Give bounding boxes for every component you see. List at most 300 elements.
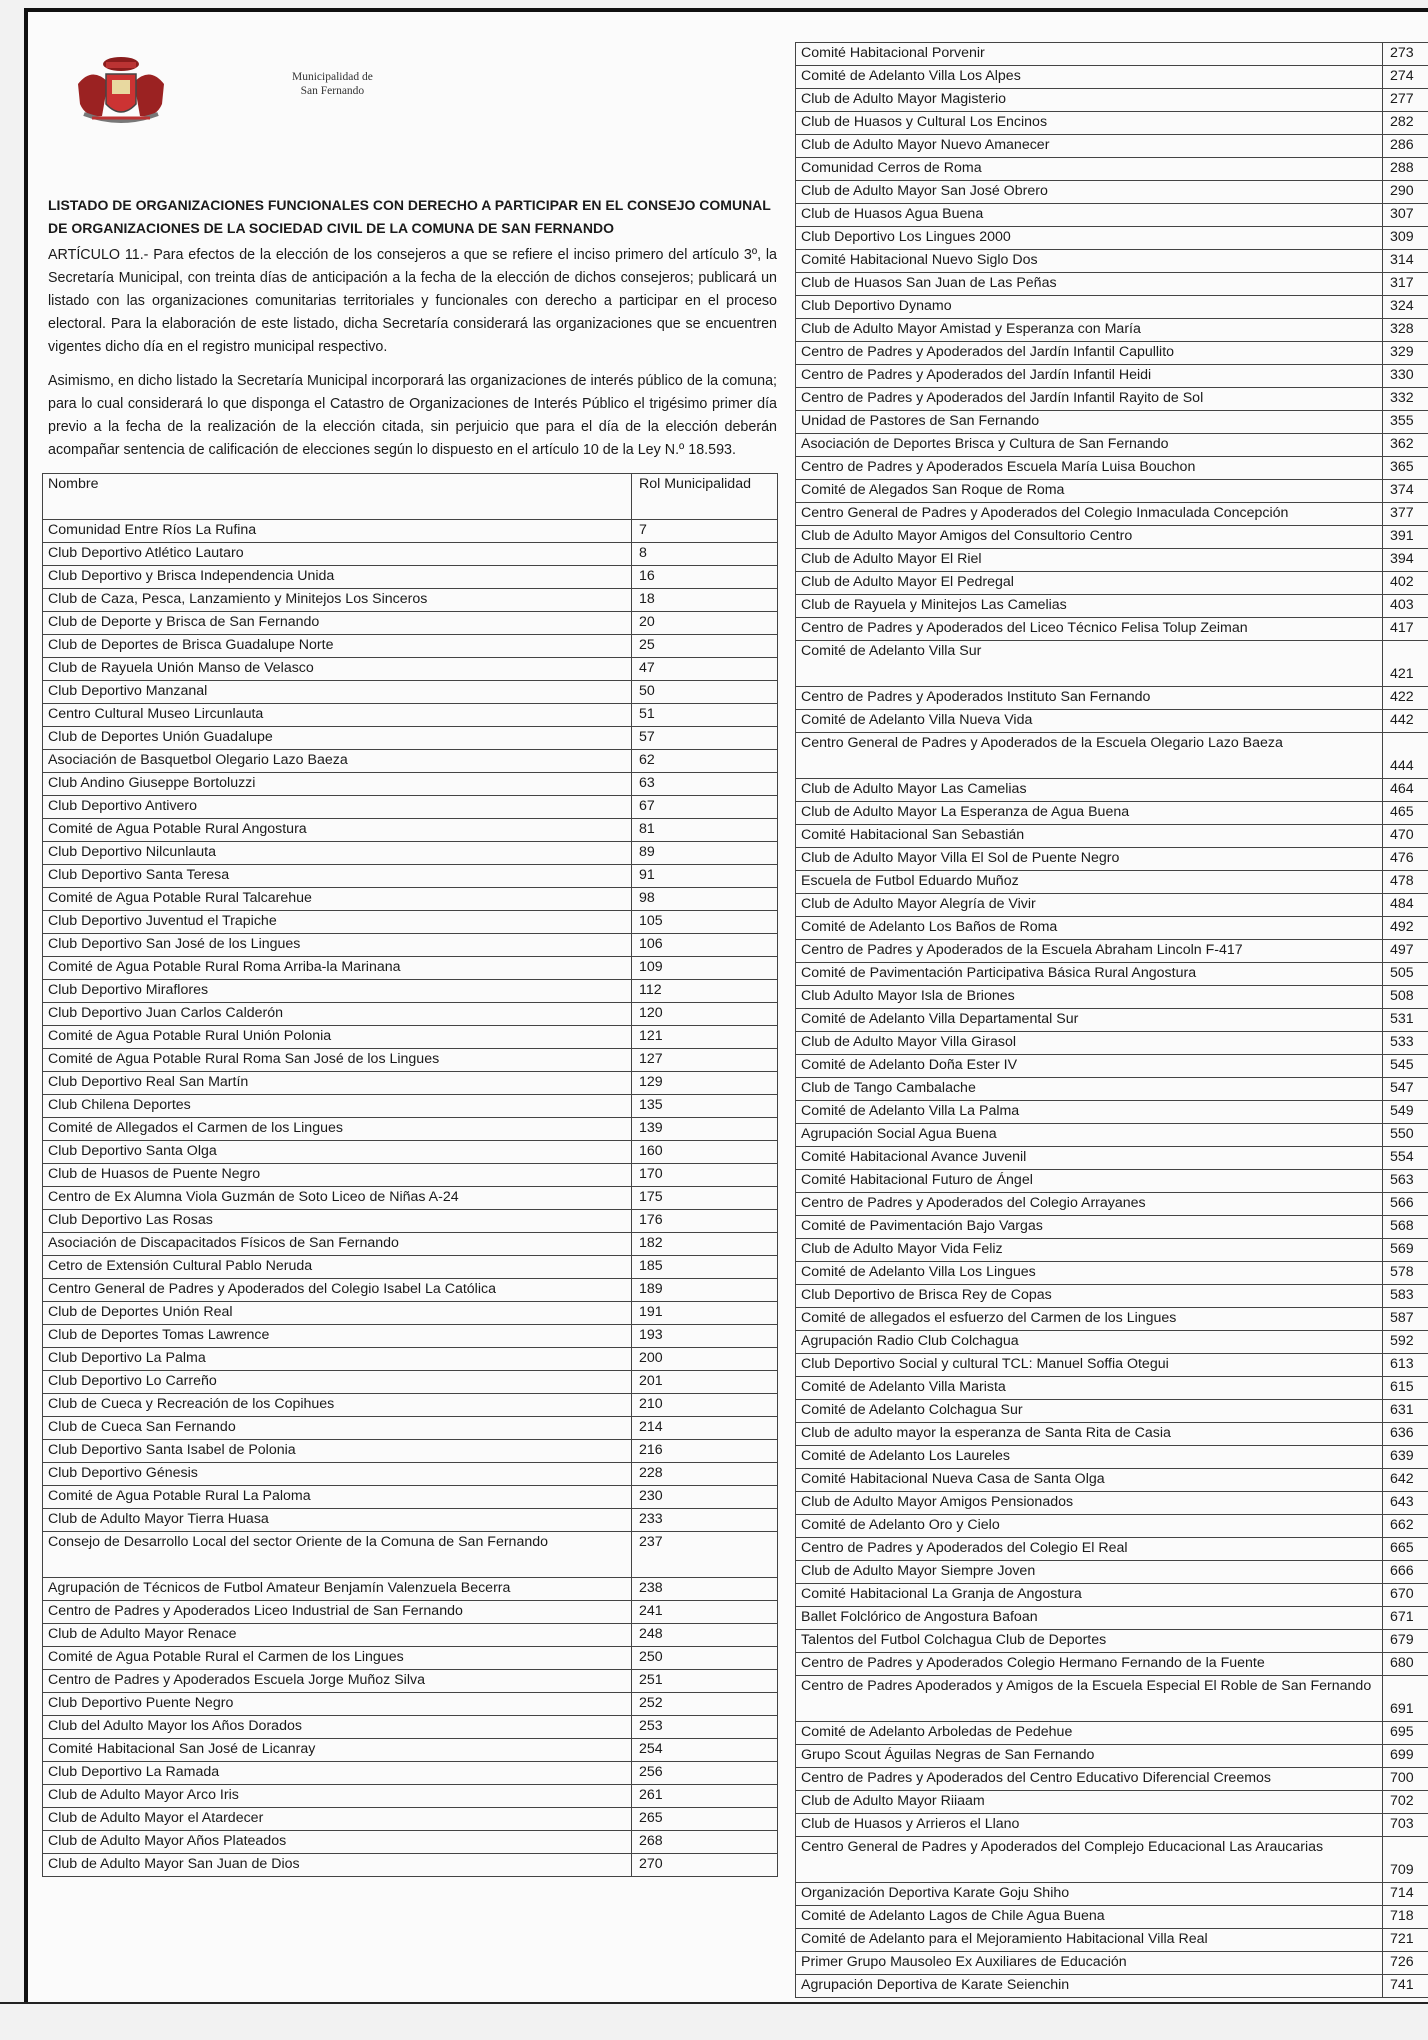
rol-number: 248 (632, 1624, 778, 1647)
rol-number: 214 (632, 1417, 778, 1440)
rol-number: 175 (632, 1187, 778, 1210)
table-row (796, 89, 1428, 112)
organization-name: Club Deportivo Atlético Lautaro (43, 543, 632, 566)
organization-name: Comité de Adelanto Colchagua Sur (796, 1400, 1383, 1423)
organization-name: Comité Habitacional Avance Juvenil (796, 1147, 1383, 1170)
organization-name: Club Chilena Deportes (43, 1095, 632, 1118)
table-row (796, 273, 1428, 296)
table-row (43, 1716, 778, 1739)
organization-name: Club de Tango Cambalache (796, 1078, 1383, 1101)
organization-name: Comité de Pavimentación Participativa Básica Rural Angostura (796, 963, 1383, 986)
rol-number: 250 (632, 1647, 778, 1670)
table-row (796, 1492, 1428, 1515)
organization-name: Club de Huasos de Puente Negro (43, 1164, 632, 1187)
organization-name: Centro General de Padres y Apoderados del Complejo Educacional Las Araucarias (796, 1837, 1383, 1883)
table-row (796, 779, 1428, 802)
organization-name: Comité de Agua Potable Rural Roma San José de los Lingues (43, 1049, 632, 1072)
table-row (796, 618, 1428, 641)
rol-number: 251 (632, 1670, 778, 1693)
table-row (796, 319, 1428, 342)
table-row (796, 1515, 1428, 1538)
table-row (796, 1837, 1428, 1883)
organization-name: Comité de Adelanto Los Laureles (796, 1446, 1383, 1469)
table-row (796, 135, 1428, 158)
table-row (43, 1624, 778, 1647)
rol-number: 237 (632, 1532, 778, 1578)
rol-number: 365 (1383, 457, 1428, 480)
table-row (796, 1814, 1428, 1837)
rol-number: 670 (1383, 1584, 1428, 1607)
rol-number: 193 (632, 1325, 778, 1348)
organization-name: Agrupación de Técnicos de Futbol Amateur Benjamín Valenzuela Becerra (43, 1578, 632, 1601)
table-row (796, 710, 1428, 733)
organization-name: Club de Adulto Mayor Renace (43, 1624, 632, 1647)
organization-name: Club de Huasos y Arrieros el Llano (796, 1814, 1383, 1837)
table-row (796, 112, 1428, 135)
table-row (796, 1285, 1428, 1308)
table-row (796, 1055, 1428, 1078)
rol-number: 253 (632, 1716, 778, 1739)
organization-name: Centro de Padres y Apoderados del Liceo Técnico Felisa Tolup Zeiman (796, 618, 1383, 641)
organization-name: Club de Adulto Mayor Villa Girasol (796, 1032, 1383, 1055)
rol-number: 282 (1383, 112, 1428, 135)
rol-number: 403 (1383, 595, 1428, 618)
organization-name: Comité Habitacional Nueva Casa de Santa Olga (796, 1469, 1383, 1492)
rol-number: 216 (632, 1440, 778, 1463)
organization-name: Centro General de Padres y Apoderados del Colegio Inmaculada Concepción (796, 503, 1383, 526)
table-row (796, 595, 1428, 618)
table-row (796, 733, 1428, 779)
rol-number: 185 (632, 1256, 778, 1279)
table-row (796, 1906, 1428, 1929)
rol-number: 98 (632, 888, 778, 911)
rol-number: 566 (1383, 1193, 1428, 1216)
rol-number: 362 (1383, 434, 1428, 457)
table-row (796, 1883, 1428, 1906)
table-row (796, 1331, 1428, 1354)
table-row (796, 1308, 1428, 1331)
table-row (43, 1302, 778, 1325)
organization-name: Centro de Padres y Apoderados del Colegio Arrayanes (796, 1193, 1383, 1216)
organization-name: Club de Deporte y Brisca de San Fernando (43, 612, 632, 635)
organization-name: Centro de Padres y Apoderados del Centro Educativo Diferencial Creemos (796, 1768, 1383, 1791)
rol-number: 700 (1383, 1768, 1428, 1791)
organization-name: Comité de Adelanto Villa Departamental Sur (796, 1009, 1383, 1032)
organization-name: Asociación de Basquetbol Olegario Lazo Baeza (43, 750, 632, 773)
table-row (796, 1193, 1428, 1216)
rol-number: 680 (1383, 1653, 1428, 1676)
table-row (43, 957, 778, 980)
organization-name: Club de Cueca San Fernando (43, 1417, 632, 1440)
table-row (43, 1509, 778, 1532)
table-row (43, 1164, 778, 1187)
table-row (796, 1147, 1428, 1170)
organization-name: Club de Adulto Mayor Arco Iris (43, 1785, 632, 1808)
organization-name: Club Adulto Mayor Isla de Briones (796, 986, 1383, 1009)
organization-name: Club Deportivo Dynamo (796, 296, 1383, 319)
rol-number: 265 (632, 1808, 778, 1831)
organization-name: Asociación de Discapacitados Físicos de San Fernando (43, 1233, 632, 1256)
rol-number: 695 (1383, 1722, 1428, 1745)
rol-number: 332 (1383, 388, 1428, 411)
rol-number: 314 (1383, 250, 1428, 273)
organization-name: Club de Adulto Mayor Siempre Joven (796, 1561, 1383, 1584)
rol-number: 671 (1383, 1607, 1428, 1630)
page-bottom-rule (0, 2002, 1428, 2004)
organization-name: Centro de Padres y Apoderados Colegio Hermano Fernando de la Fuente (796, 1653, 1383, 1676)
table-row (43, 704, 778, 727)
rol-number: 643 (1383, 1492, 1428, 1515)
table-row (43, 773, 778, 796)
organization-name: Centro General de Padres y Apoderados de la Escuela Olegario Lazo Baeza (796, 733, 1383, 779)
table-row (796, 1929, 1428, 1952)
table-row (796, 940, 1428, 963)
organization-name: Talentos del Futbol Colchagua Club de Deportes (796, 1630, 1383, 1653)
rol-number: 505 (1383, 963, 1428, 986)
rol-number: 492 (1383, 917, 1428, 940)
rol-number: 726 (1383, 1952, 1428, 1975)
organization-name: Club Deportivo de Brisca Rey de Copas (796, 1285, 1383, 1308)
table-row (796, 227, 1428, 250)
table-row (796, 388, 1428, 411)
organization-name: Club de Adulto Mayor Vida Feliz (796, 1239, 1383, 1262)
organizations-table-right (795, 42, 1428, 1998)
rol-number: 112 (632, 980, 778, 1003)
organization-name: Club de adulto mayor la esperanza de Santa Rita de Casia (796, 1423, 1383, 1446)
rol-number: 47 (632, 658, 778, 681)
table-row (796, 1653, 1428, 1676)
organization-name: Comité de Adelanto Doña Ester IV (796, 1055, 1383, 1078)
rol-number: 374 (1383, 480, 1428, 503)
rol-number: 328 (1383, 319, 1428, 342)
rol-number: 106 (632, 934, 778, 957)
table-row (43, 911, 778, 934)
rol-number: 129 (632, 1072, 778, 1095)
table-row (43, 612, 778, 635)
rol-number: 497 (1383, 940, 1428, 963)
rol-number: 189 (632, 1279, 778, 1302)
table-row (796, 687, 1428, 710)
rol-number: 62 (632, 750, 778, 773)
table-row (43, 543, 778, 566)
organization-name: Club de Adulto Mayor La Esperanza de Agua Buena (796, 802, 1383, 825)
table-row (796, 1630, 1428, 1653)
table-row (796, 1469, 1428, 1492)
rol-number: 709 (1383, 1837, 1428, 1883)
table-row (796, 572, 1428, 595)
rol-number: 16 (632, 566, 778, 589)
table-row (796, 1975, 1428, 1998)
organization-name: Comité Habitacional Nuevo Siglo Dos (796, 250, 1383, 273)
organization-name: Comité Habitacional San José de Licanray (43, 1739, 632, 1762)
rol-number: 391 (1383, 526, 1428, 549)
rol-number: 191 (632, 1302, 778, 1325)
table-row (796, 1262, 1428, 1285)
organization-name: Unidad de Pastores de San Fernando (796, 411, 1383, 434)
table-row (796, 204, 1428, 227)
rol-number: 91 (632, 865, 778, 888)
rol-number: 666 (1383, 1561, 1428, 1584)
organization-name: Comité de Adelanto Oro y Cielo (796, 1515, 1383, 1538)
rol-number: 288 (1383, 158, 1428, 181)
rol-number: 25 (632, 635, 778, 658)
rol-number: 465 (1383, 802, 1428, 825)
table-row (43, 1026, 778, 1049)
rol-number: 691 (1383, 1676, 1428, 1722)
rol-number: 714 (1383, 1883, 1428, 1906)
table-row (796, 1377, 1428, 1400)
rol-number: 470 (1383, 825, 1428, 848)
table-row (43, 842, 778, 865)
table-row (796, 1791, 1428, 1814)
table-row (796, 1423, 1428, 1446)
organization-name: Club de Adulto Mayor Riiaam (796, 1791, 1383, 1814)
rol-number: 569 (1383, 1239, 1428, 1262)
organization-name: Comunidad Entre Ríos La Rufina (43, 520, 632, 543)
rol-number: 256 (632, 1762, 778, 1785)
organization-name: Cetro de Extensión Cultural Pablo Neruda (43, 1256, 632, 1279)
organization-name: Club de Adulto Mayor El Riel (796, 549, 1383, 572)
rol-number: 330 (1383, 365, 1428, 388)
rol-number: 508 (1383, 986, 1428, 1009)
organization-name: Club de Adulto Mayor Tierra Huasa (43, 1509, 632, 1532)
rol-number: 563 (1383, 1170, 1428, 1193)
rol-number: 233 (632, 1509, 778, 1532)
table-header-row (43, 474, 778, 520)
table-row (43, 635, 778, 658)
organization-name: Club Deportivo Lo Carreño (43, 1371, 632, 1394)
table-row (43, 1785, 778, 1808)
rol-number: 120 (632, 1003, 778, 1026)
organization-name: Club Deportivo Santa Isabel de Polonia (43, 1440, 632, 1463)
organization-name: Club de Adulto Mayor Amigos Pensionados (796, 1492, 1383, 1515)
municipality-line-2: San Fernando (300, 85, 365, 97)
article-paragraph-2: Asimismo, en dicho listado la Secretaría Municipal incorporará las organizaciones de interés público de la comuna; para lo cual considerará lo que disponga el Catastro de Organizaciones de Interés Público el trigésimo primer día previo a la fecha de la realización de la elección citada, sin perjuicio que para el día de la elección deberán acompañar sentencia de calificación de elecciones según lo dispuesto en el artículo 10 de la Ley N.º 18.593. (48, 373, 777, 458)
organization-name: Club de Adulto Mayor San Juan de Dios (43, 1854, 632, 1877)
table-row (796, 66, 1428, 89)
rol-number: 261 (632, 1785, 778, 1808)
table-row (796, 1446, 1428, 1469)
rol-number: 135 (632, 1095, 778, 1118)
table-row (43, 1095, 778, 1118)
table-row (43, 1854, 778, 1877)
organization-name: Club de Huasos y Cultural Los Encinos (796, 112, 1383, 135)
table-row (43, 1578, 778, 1601)
table-row (43, 681, 778, 704)
organization-name: Club del Adulto Mayor los Años Dorados (43, 1716, 632, 1739)
table-row (796, 296, 1428, 319)
rol-number: 547 (1383, 1078, 1428, 1101)
rol-number: 533 (1383, 1032, 1428, 1055)
table-row (796, 1561, 1428, 1584)
organization-name: Comité de Adelanto Arboledas de Pedehue (796, 1722, 1383, 1745)
organization-name: Club de Adulto Mayor Años Plateados (43, 1831, 632, 1854)
table-row (796, 986, 1428, 1009)
organization-name: Club Deportivo Génesis (43, 1463, 632, 1486)
rol-number: 274 (1383, 66, 1428, 89)
rol-number: 442 (1383, 710, 1428, 733)
table-row (43, 1532, 778, 1578)
rol-number: 18 (632, 589, 778, 612)
organization-name: Consejo de Desarrollo Local del sector Oriente de la Comuna de San Fernando (43, 1532, 632, 1578)
organization-name: Club de Adulto Mayor Alegría de Vivir (796, 894, 1383, 917)
table-row (43, 1325, 778, 1348)
table-row (796, 158, 1428, 181)
organization-name: Club Deportivo La Palma (43, 1348, 632, 1371)
rol-number: 444 (1383, 733, 1428, 779)
rol-number: 127 (632, 1049, 778, 1072)
organization-name: Comité de allegados el esfuerzo del Carmen de los Lingues (796, 1308, 1383, 1331)
organization-name: Organización Deportiva Karate Goju Shiho (796, 1883, 1383, 1906)
table-row (796, 917, 1428, 940)
organization-name: Club de Deportes de Brisca Guadalupe Norte (43, 635, 632, 658)
organization-name: Comité de Agua Potable Rural Unión Polonia (43, 1026, 632, 1049)
rol-number: 200 (632, 1348, 778, 1371)
organization-name: Centro de Ex Alumna Viola Guzmán de Soto Liceo de Niñas A-24 (43, 1187, 632, 1210)
table-row (43, 589, 778, 612)
organization-name: Club de Adulto Mayor Magisterio (796, 89, 1383, 112)
table-row (43, 1049, 778, 1072)
organization-name: Centro de Padres Apoderados y Amigos de la Escuela Especial El Roble de San Fernando (796, 1676, 1383, 1722)
left-column (42, 42, 783, 1877)
organization-name: Club de Deportes Tomas Lawrence (43, 1325, 632, 1348)
organization-name: Comité de Adelanto Lagos de Chile Agua Buena (796, 1906, 1383, 1929)
rol-number: 578 (1383, 1262, 1428, 1285)
table-row (43, 1463, 778, 1486)
organization-name: Club de Rayuela Unión Manso de Velasco (43, 658, 632, 681)
rol-number: 377 (1383, 503, 1428, 526)
table-row (43, 727, 778, 750)
rol-number: 329 (1383, 342, 1428, 365)
organization-name: Comité de Adelanto Villa La Palma (796, 1101, 1383, 1124)
table-row (796, 1400, 1428, 1423)
organization-name: Comité de Agua Potable Rural Talcarehue (43, 888, 632, 911)
rol-number: 241 (632, 1601, 778, 1624)
organization-name: Club Deportivo La Ramada (43, 1762, 632, 1785)
municipality-name (292, 70, 373, 98)
rol-number: 703 (1383, 1814, 1428, 1837)
rol-number: 273 (1383, 43, 1428, 66)
table-row (796, 894, 1428, 917)
organization-name: Agrupación Deportiva de Karate Seienchin (796, 1975, 1383, 1998)
organization-name: Centro de Padres y Apoderados del Jardín Infantil Capullito (796, 342, 1383, 365)
rol-number: 160 (632, 1141, 778, 1164)
organization-name: Club Deportivo Puente Negro (43, 1693, 632, 1716)
organization-name: Club Deportivo Manzanal (43, 681, 632, 704)
rol-number: 665 (1383, 1538, 1428, 1561)
table-row (43, 1486, 778, 1509)
organization-name: Club de Huasos San Juan de Las Peñas (796, 273, 1383, 296)
rol-number: 228 (632, 1463, 778, 1486)
rol-number: 252 (632, 1693, 778, 1716)
rol-number: 210 (632, 1394, 778, 1417)
rol-number: 50 (632, 681, 778, 704)
rol-number: 89 (632, 842, 778, 865)
organization-name: Comité de Adelanto Villa Los Lingues (796, 1262, 1383, 1285)
rol-number: 631 (1383, 1400, 1428, 1423)
table-row (43, 1187, 778, 1210)
rol-number: 476 (1383, 848, 1428, 871)
rol-number: 270 (632, 1854, 778, 1877)
table-row (796, 802, 1428, 825)
organization-name: Club de Deportes Unión Real (43, 1302, 632, 1325)
table-row (796, 1032, 1428, 1055)
table-row (43, 1739, 778, 1762)
rol-number: 702 (1383, 1791, 1428, 1814)
rol-number: 615 (1383, 1377, 1428, 1400)
rol-number: 422 (1383, 687, 1428, 710)
organization-name: Comité de Adelanto para el Mejoramiento Habitacional Villa Real (796, 1929, 1383, 1952)
rol-number: 51 (632, 704, 778, 727)
rol-number: 484 (1383, 894, 1428, 917)
organization-name: Comité de Adelanto Villa Los Alpes (796, 66, 1383, 89)
rol-number: 639 (1383, 1446, 1428, 1469)
organization-name: Club de Adulto Mayor Villa El Sol de Puente Negro (796, 848, 1383, 871)
table-row (796, 1124, 1428, 1147)
table-row (796, 526, 1428, 549)
organization-name: Agrupación Radio Club Colchagua (796, 1331, 1383, 1354)
organization-name: Centro de Padres y Apoderados del Jardín Infantil Rayito de Sol (796, 388, 1383, 411)
rol-number: 20 (632, 612, 778, 635)
organization-name: Centro de Padres y Apoderados Escuela Jorge Muñoz Silva (43, 1670, 632, 1693)
table-row (43, 1371, 778, 1394)
table-row (796, 871, 1428, 894)
rol-number: 109 (632, 957, 778, 980)
table-row (796, 1239, 1428, 1262)
rol-number: 545 (1383, 1055, 1428, 1078)
organization-name: Club de Adulto Mayor El Pedregal (796, 572, 1383, 595)
organization-name: Club de Deportes Unión Guadalupe (43, 727, 632, 750)
table-row (43, 1693, 778, 1716)
header-rol: Rol Municipalidad (632, 474, 778, 520)
organization-name: Comité de Adelanto Los Baños de Roma (796, 917, 1383, 940)
organization-name: Grupo Scout Águilas Negras de San Fernando (796, 1745, 1383, 1768)
rol-number: 309 (1383, 227, 1428, 250)
rol-number: 182 (632, 1233, 778, 1256)
organization-name: Comité de Pavimentación Bajo Vargas (796, 1216, 1383, 1239)
table-row (796, 1170, 1428, 1193)
table-row (43, 819, 778, 842)
document-heading: LISTADO DE ORGANIZACIONES FUNCIONALES CON DERECHO A PARTICIPAR EN EL CONSEJO COMUNAL DE ORGANIZACIONES DE LA SOCIEDAD CIVIL DE LA COMUNA DE SAN FERNANDO (48, 197, 771, 236)
organization-name: Centro General de Padres y Apoderados del Colegio Isabel La Católica (43, 1279, 632, 1302)
organization-name: Club de Adulto Mayor San José Obrero (796, 181, 1383, 204)
table-row (43, 980, 778, 1003)
rol-number: 568 (1383, 1216, 1428, 1239)
table-row (796, 365, 1428, 388)
organization-name: Comunidad Cerros de Roma (796, 158, 1383, 181)
rol-number: 7 (632, 520, 778, 543)
rol-number: 587 (1383, 1308, 1428, 1331)
organization-name: Club Deportivo Las Rosas (43, 1210, 632, 1233)
table-row (43, 566, 778, 589)
organization-name: Comité de Agua Potable Rural La Paloma (43, 1486, 632, 1509)
organization-name: Club de Adulto Mayor el Atardecer (43, 1808, 632, 1831)
table-row (43, 1417, 778, 1440)
table-row (796, 411, 1428, 434)
coat-of-arms-icon (72, 56, 170, 126)
letterhead (42, 42, 783, 192)
table-row (43, 1762, 778, 1785)
rol-number: 478 (1383, 871, 1428, 894)
table-row (796, 1952, 1428, 1975)
table-row (43, 1233, 778, 1256)
organization-name: Comité de Agua Potable Rural el Carmen de los Lingues (43, 1647, 632, 1670)
article-paragraph-1: ARTÍCULO 11.- Para efectos de la elección de los consejeros a que se refiere el inciso primero del artículo 3º, la Secretaría Municipal, con treinta días de anticipación a la fecha de la elección de dichos consejeros; publicará un listado con las organizaciones comunitarias territoriales y funcionales con derecho a participar en el proceso electoral. Para la elaboración de este listado, dicha Secretaría considerará las organizaciones que se encuentren vigentes dicho día en el registro municipal respectivo. (48, 247, 777, 355)
rol-number: 63 (632, 773, 778, 796)
organization-name: Centro de Padres y Apoderados del Colegio El Real (796, 1538, 1383, 1561)
organization-name: Comité de Agua Potable Rural Angostura (43, 819, 632, 842)
table-row (43, 1670, 778, 1693)
